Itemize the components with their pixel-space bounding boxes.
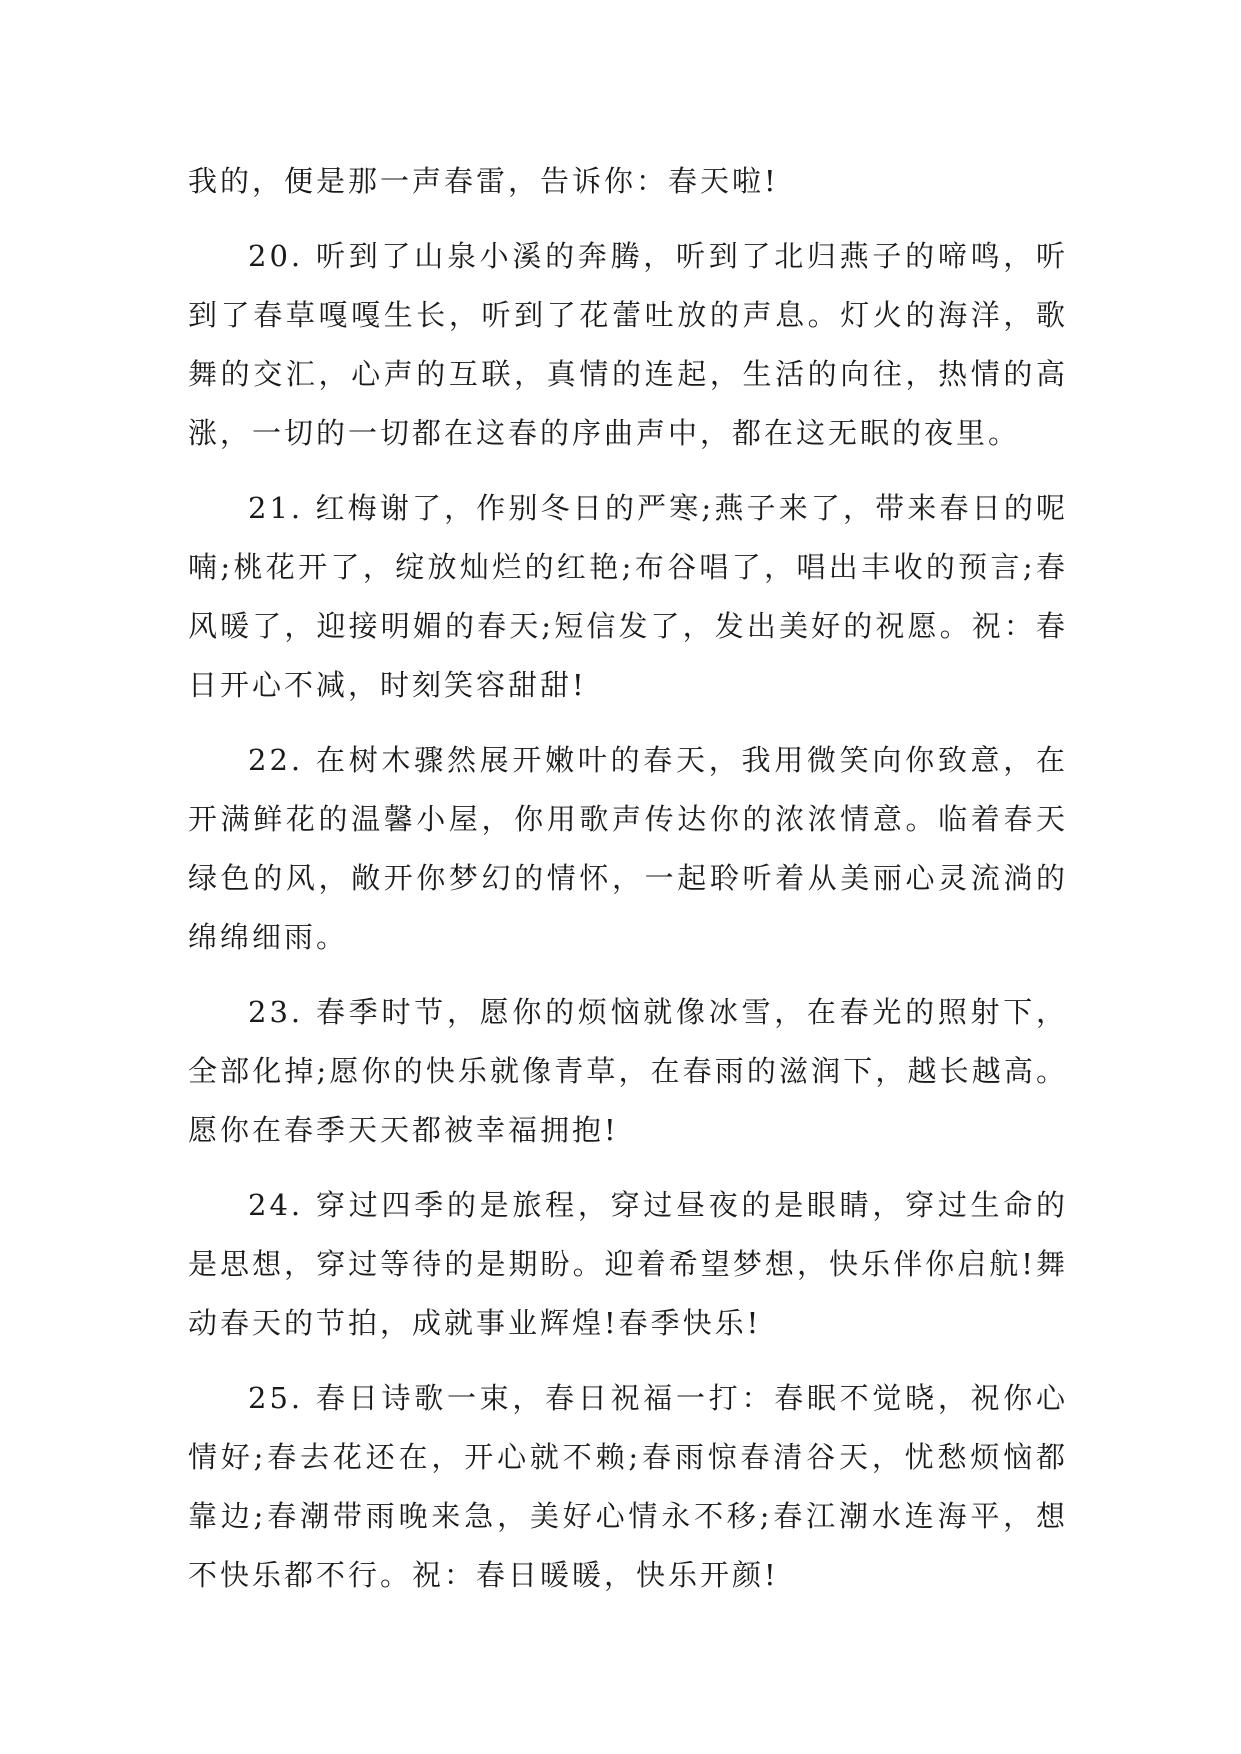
paragraph-25: 25. 春日诗歌一束，春日祝福一打：春眠不觉晓，祝你心情好;春去花还在，开心就不赖;春雨惊春清谷天，忧愁烦恼都靠边;春潮带雨晚来急，美好心情永不移;春江潮水连海平，想不快乐都不行。祝：春日暖暖，快乐开颜!: [188, 1381, 1068, 1592]
paragraph-20: 20. 听到了山泉小溪的奔腾，听到了北归燕子的啼鸣，听到了春草嘎嘎生长，听到了花蕾吐放的声息。灯火的海洋，歌舞的交汇，心声的互联，真情的连起，生活的向往，热情的高涨，一切的一切都在这春的序曲声中，都在这无眠的夜里。: [188, 239, 1068, 450]
paragraph-21: 21. 红梅谢了，作别冬日的严寒;燕子来了，带来春日的呢喃;桃花开了，绽放灿烂的红艳;布谷唱了，唱出丰收的预言;春风暖了，迎接明媚的春天;短信发了，发出美好的祝愿。祝：春日开心不减，时刻笑容甜甜!: [188, 491, 1068, 702]
document-body: [188, 152, 1068, 1605]
paragraph-23: 23. 春季时节，愿你的烦恼就像冰雪，在春光的照射下，全部化掉;愿你的快乐就像青草，在春雨的滋润下，越长越高。愿你在春季天天都被幸福拥抱!: [188, 995, 1068, 1147]
paragraph-22: 22. 在树木骤然展开嫩叶的春天，我用微笑向你致意，在开满鲜花的温馨小屋，你用歌声传达你的浓浓情意。临着春天绿色的风，敞开你梦幻的情怀，一起聆听着从美丽心灵流淌的绵绵细雨。: [188, 743, 1068, 954]
paragraph-24: 24. 穿过四季的是旅程，穿过昼夜的是眼睛，穿过生命的是思想，穿过等待的是期盼。迎着希望梦想，快乐伴你启航!舞动春天的节拍，成就事业辉煌!春季快乐!: [188, 1188, 1068, 1340]
paragraph-continued: 我的，便是那一声春雷，告诉你：春天啦!: [188, 164, 779, 198]
